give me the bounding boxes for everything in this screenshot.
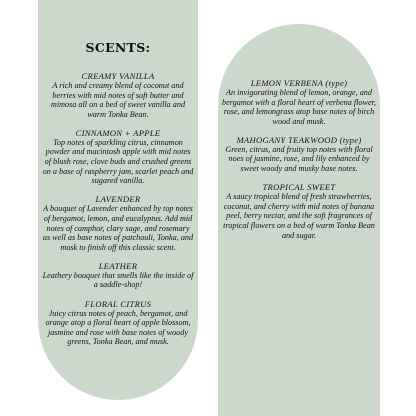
- scent-description: Leathery bouquet that smells like the inside of a saddle-shop!: [42, 270, 194, 290]
- scent-name: FLORAL CITRUS: [84, 298, 152, 309]
- right-scent-column: [222, 78, 376, 249]
- scent-item: [222, 135, 376, 174]
- scent-item: [42, 261, 194, 290]
- left-scent-column: [42, 40, 194, 355]
- scent-description: A bouquet of Lavender enhanced by top notes of bergamot, lemon, and eucalyptus. Add mid notes of camphor, clary sage, and rosemary as well as base notes of patchouli, Tonka, and musk to finish off this classic scent.: [42, 204, 194, 252]
- scent-name: LAVENDER: [95, 194, 141, 205]
- scent-item: [222, 78, 376, 126]
- scent-name: TROPICAL SWEET: [262, 182, 336, 193]
- scent-name: CINNAMON + APPLE: [75, 127, 161, 138]
- scents-heading: SCENTS:: [85, 40, 151, 55]
- scent-item: [222, 182, 376, 240]
- scent-name: LEMON VERBENA (type): [250, 78, 348, 88]
- scent-item: [42, 128, 194, 186]
- scent-description: Green, citrus, and fruity top notes with floral noes of jasmine, rose, and lily enhanced by sweet woody and musky base notes.: [225, 144, 373, 174]
- scent-item: [42, 299, 194, 347]
- scent-description: An invigorating blend of lemon, orange, and bergamot with a floral heart of verbena flower, rose, and lemongrass atop base notes of birch wood and musk.: [222, 88, 376, 126]
- scent-item: [42, 71, 194, 119]
- scent-description: Top notes of sparkling citrus, cinnamon powder and macintosh apple with mid notes of blush rose, clove buds and crushed greens on a base of raspberry jam, scarlet peach and sugared vanilla.: [42, 137, 194, 186]
- scent-description: Juicy citrus notes of peach, bergamot, and orange atop a floral heart of apple blossom, jasmine and rose with base notes of woody greens, Tonka Bean, and musk.: [45, 308, 191, 347]
- scent-description: A saucy tropical blend of fresh strawberries, coconut, and cherry with mid notes of banana peel, berry nectar, and the soft fragrances of tropical flowers on a bed of warm Tonka Bean and sugar.: [223, 192, 375, 240]
- scent-item: [42, 194, 194, 252]
- scent-name: MAHOGANY TEAKWOOD (type): [236, 134, 362, 145]
- scent-description: A rich and creamy blend of coconut and berries with mid notes of soft butter and mimosa all on a bed of sweet vanilla and warm Tonka Bean.: [50, 81, 186, 119]
- scent-name: LEATHER: [98, 260, 138, 271]
- scent-name: CREAMY VANILLA: [81, 71, 155, 81]
